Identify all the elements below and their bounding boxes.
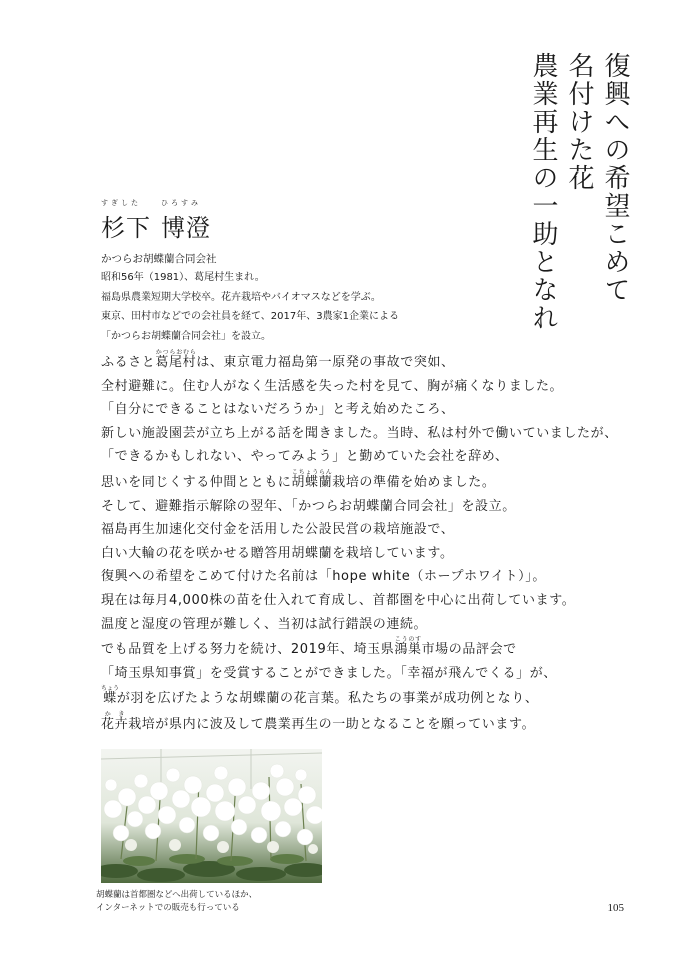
ruby-base: 鴻巣 (394, 642, 422, 658)
body-text: でも品質を上げる努力を続け、2019年、埼玉県 (101, 642, 395, 658)
title-line-2: 名付けた花 (564, 52, 594, 192)
body-line (101, 711, 621, 737)
author-bio (101, 268, 431, 346)
bio-line: 東京、田村市などでの会社員を経て、2017年、3農家1企業による (101, 311, 399, 322)
body-text: 栽培が県内に波及して農業再生の一助となることを願っています。 (128, 716, 536, 732)
ruby-base: 花卉 (101, 716, 129, 732)
author-given-ruby: ひろすみ (161, 199, 201, 207)
author-block (101, 198, 461, 266)
title-line-1: 復興への希望こめて (600, 52, 630, 304)
ruby-katsuraomura (155, 349, 197, 370)
body-text: は、東京電力福島第一原発の事故で突如、 (196, 355, 455, 370)
ruby-base: 蝶 (101, 691, 120, 707)
article-body (101, 349, 621, 737)
ruby-reading: ちょう (101, 685, 120, 693)
body-line: 復興への希望をこめて付けた名前は「hope white（ホープホワイト）」。 (101, 569, 546, 585)
ruby-base: 胡蝶蘭 (291, 474, 333, 490)
author-given-text: 博澄 (161, 214, 211, 242)
body-line: 「できるかもしれない、やってみよう」と勤めていた会社を辞め、 (101, 449, 509, 465)
author-given-name (161, 198, 211, 243)
bio-line: 福島県農業短期大学校卒。花卉栽培やバイオマスなどを学ぶ。 (101, 291, 381, 303)
body-line (101, 469, 621, 495)
ruby-kaki (101, 710, 129, 732)
article-title (528, 52, 630, 352)
bio-line: 「かつらお胡蝶蘭合同会社」を設立。 (101, 330, 271, 342)
body-line: 新しい施設園芸が立ち上がる話を聞きました。当時、私は村外で働いていましたが、 (101, 425, 618, 441)
author-affiliation: かつらお胡蝶蘭合同会社 (101, 253, 217, 265)
body-text: 思いを同じくする仲間とともに (101, 474, 292, 490)
photo-caption (96, 889, 257, 915)
caption-line: 胡蝶蘭は首都圏などへ出荷しているほか、 (96, 890, 258, 900)
body-text: ふるさと (101, 355, 156, 370)
bio-line: 昭和56年（1981）、葛尾村生まれ。 (101, 272, 265, 283)
body-line: 「埼玉県知事賞」を受賞することができました。「幸福が飛んでくる」が、 (101, 665, 557, 681)
body-line (101, 685, 621, 711)
ruby-reading: こちょうらん (291, 468, 333, 476)
orchid-greenhouse-photo (101, 749, 322, 883)
body-line (101, 349, 621, 375)
author-name (101, 198, 461, 243)
ruby-base: 葛尾村 (155, 355, 197, 370)
caption-line: インターネットでの販売も行っている (96, 903, 240, 913)
author-surname-ruby: すぎした (101, 199, 141, 207)
body-line: 「自分にできることはないだろうか」と考え始めたころ、 (101, 402, 455, 418)
body-text: 市場の品評会で (421, 642, 517, 658)
author-surname (101, 198, 151, 243)
body-line: 現在は毎月4,000株の苗を仕入れて育成し、首都圏を中心に出荷しています。 (101, 592, 576, 608)
body-line: 白い大輪の花を咲かせる贈答用胡蝶蘭を栽培しています。 (101, 545, 454, 561)
author-surname-text: 杉下 (101, 214, 151, 242)
ruby-reading: かき (101, 710, 129, 718)
ruby-kounosu (394, 636, 422, 658)
page-number: 105 (607, 902, 624, 914)
ruby-reading: こうのす (394, 636, 422, 644)
body-line: そして、避難指示解除の翌年、「かつらお胡蝶蘭合同会社」を設立。 (101, 498, 516, 514)
body-line: 福島再生加速化交付金を活用した公設民営の栽培施設で、 (101, 522, 455, 538)
body-line (101, 636, 621, 662)
body-text: 栽培の準備を始めました。 (332, 474, 496, 490)
ruby-kochouran (291, 468, 333, 490)
title-line-3: 農業再生の一助となれ (528, 52, 558, 332)
body-text: が羽を広げたような胡蝶蘭の花言葉。私たちの事業が成功例となり、 (116, 691, 539, 707)
ruby-chou (101, 685, 120, 707)
ruby-reading: かつらおむら (155, 349, 197, 356)
body-line: 全村避難に。住む人がなく生活感を失った村を見て、胸が痛くなりました。 (101, 378, 564, 394)
body-line: 温度と湿度の管理が難しく、当初は試行錯誤の連続。 (101, 616, 428, 632)
